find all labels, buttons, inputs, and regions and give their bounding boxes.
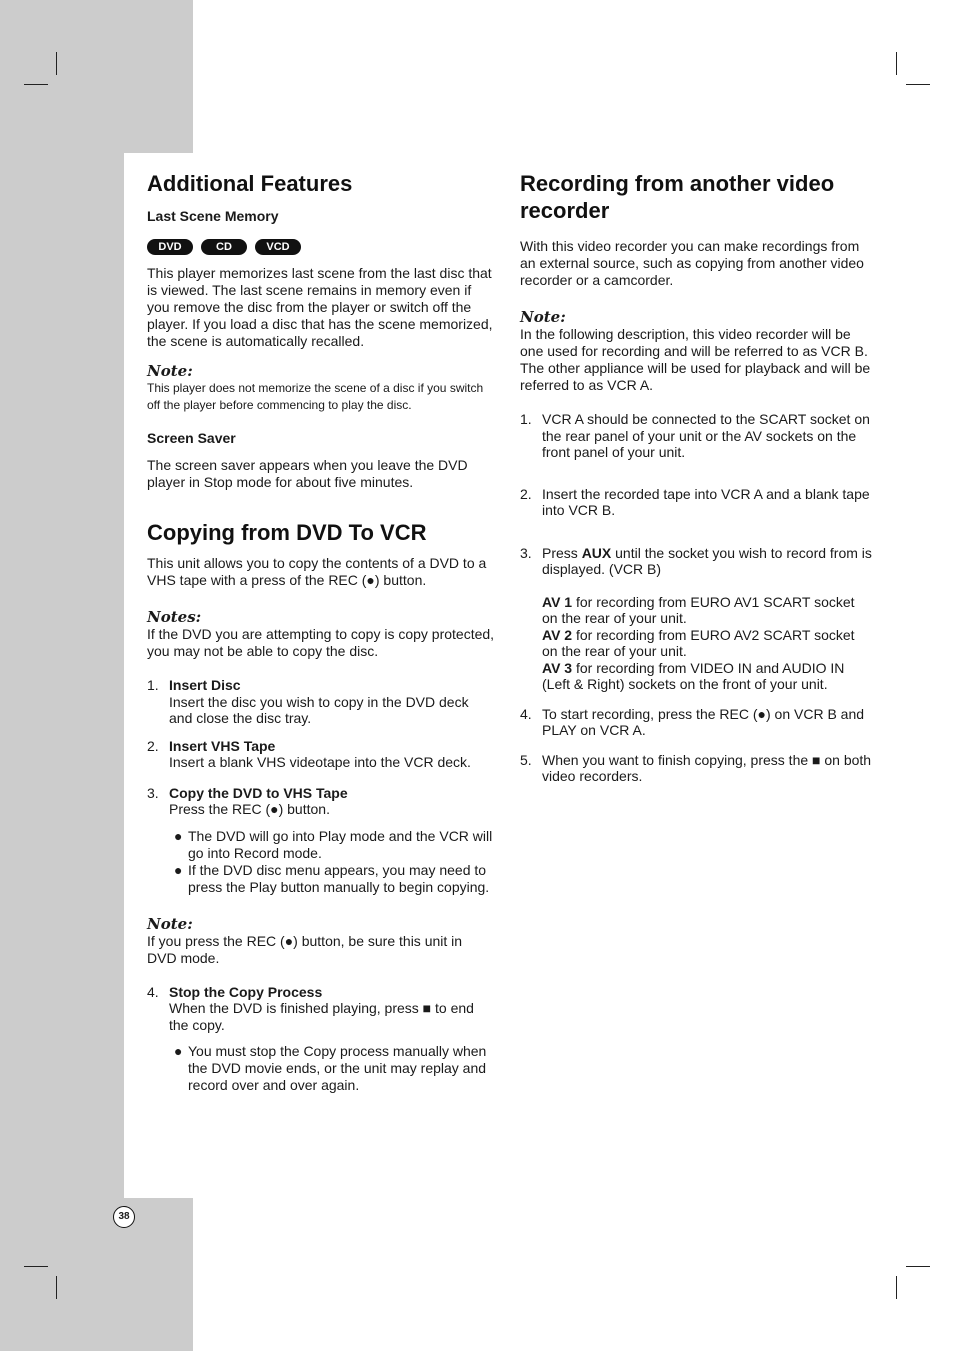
- note-title: Note:: [147, 914, 193, 933]
- crop-mark: [906, 1266, 930, 1267]
- step-number: 2.: [520, 485, 532, 502]
- step-finish-copying: [520, 752, 872, 785]
- step-title: Insert Disc: [169, 677, 241, 693]
- bullet-dot: ●: [174, 1043, 183, 1059]
- step-number: 2.: [147, 737, 159, 754]
- screen-saver-heading: Screen Saver: [147, 430, 236, 446]
- av3-line: AV 3 for recording from VIDEO IN and AUDIO IN (Left & Right) sockets on the front of your unit.: [542, 659, 845, 692]
- step-connect-vcr: [520, 411, 872, 461]
- step-press-aux: [520, 545, 872, 693]
- disc-badges: [147, 239, 495, 255]
- crop-mark: [906, 84, 930, 85]
- step-number: 4.: [147, 983, 159, 1000]
- crop-mark: [24, 1266, 48, 1267]
- step-text: Press the REC (●) button.: [169, 801, 330, 817]
- bottom-gray-block: [0, 1198, 193, 1351]
- step-title: Insert VHS Tape: [169, 737, 276, 754]
- step-number: 3.: [147, 784, 159, 801]
- notes-text: If the DVD you are attempting to copy is copy protected, you may not be able to copy the disc.: [147, 626, 495, 659]
- last-scene-heading: Last Scene Memory: [147, 208, 279, 224]
- step-copy-dvd: [147, 785, 495, 818]
- crop-mark: [56, 52, 57, 75]
- step-text: Insert the disc you wish to copy in the DVD deck and close the disc tray.: [169, 693, 469, 726]
- bullet-dot: ●: [174, 861, 183, 878]
- step-text: VCR A should be connected to the SCART socket on the rear panel of your unit or the AV sockets on the front panel of your unit.: [542, 411, 870, 460]
- additional-features-title: Additional Features: [147, 171, 353, 196]
- badge-vcd: VCD: [255, 239, 301, 255]
- crop-mark: [24, 84, 48, 85]
- step-number: 4.: [520, 705, 532, 722]
- step-title: Copy the DVD to VHS Tape: [169, 784, 348, 801]
- step-insert-vhs: [147, 738, 495, 771]
- top-gray-block: [0, 0, 193, 153]
- crop-mark: [56, 1276, 57, 1299]
- page-number: 38: [113, 1206, 135, 1228]
- left-margin-band: [0, 0, 124, 1351]
- step-text: To start recording, press the REC (●) on VCR B and PLAY on VCR A.: [542, 705, 865, 738]
- crop-mark: [896, 52, 897, 75]
- step-text: Press AUX until the socket you wish to record from is displayed. (VCR B): [542, 544, 872, 577]
- step-number: 1.: [147, 677, 159, 693]
- step-text: Insert a blank VHS videotape into the VCR deck.: [169, 754, 471, 770]
- note-title: Note:: [520, 308, 566, 326]
- step-insert-tapes: [520, 486, 872, 519]
- note-text: In the following description, this video recorder will be one used for recording and will be referred to as VCR B. The other appliance will be used for playback and will be referred to as VCR A.: [520, 326, 871, 393]
- step-text: Insert the recorded tape into VCR A and a blank tape into VCR B.: [542, 485, 870, 518]
- list-item: ● The DVD will go into Play mode and the VCR will go into Record mode.: [174, 827, 493, 861]
- bullet-dot: ●: [174, 827, 183, 844]
- note-text: This player does not memorize the scene of a disc if you switch off the player before commencing to play the disc.: [147, 381, 484, 412]
- step-text: When the DVD is finished playing, press ■ to end the copy.: [169, 1000, 474, 1033]
- note-title: Note:: [147, 362, 193, 380]
- step-number: 3.: [520, 544, 532, 561]
- notes-title: Notes:: [147, 608, 202, 626]
- step-number: 5.: [520, 751, 532, 768]
- left-column: [147, 170, 495, 1094]
- copying-intro: This unit allows you to copy the contents of a DVD to a VHS tape with a press of the REC (●) button.: [147, 555, 487, 588]
- last-scene-text: This player memorizes last scene from the last disc that is viewed. The last scene remains in memory even if you remove the disc from the player or switch off the player. If you load a disc that has the scene memorized, the scene is automatically recalled.: [147, 265, 493, 349]
- av2-line: AV 2 for recording from EURO AV2 SCART socket on the rear of your unit.: [542, 626, 855, 659]
- step-insert-disc: [147, 677, 495, 727]
- step-start-recording: [520, 706, 872, 739]
- badge-cd: CD: [201, 239, 247, 255]
- recording-intro: With this video recorder you can make recordings from an external source, such as copying from another video recorder or a camcorder.: [520, 238, 864, 288]
- list-item: ● If the DVD disc menu appears, you may need to press the Play button manually to begin copying.: [174, 861, 490, 895]
- crop-mark: [896, 1276, 897, 1299]
- aux-label: AUX: [581, 544, 612, 561]
- copying-title: Copying from DVD To VCR: [147, 520, 427, 545]
- badge-dvd: DVD: [147, 239, 193, 255]
- recording-title: Recording from another video recorder: [520, 171, 835, 223]
- right-column: [520, 170, 872, 785]
- step-stop-copy: [147, 984, 495, 1034]
- av1-line: AV 1 for recording from EURO AV1 SCART socket on the rear of your unit.: [542, 593, 855, 626]
- step-number: 1.: [520, 411, 532, 427]
- screen-saver-text: The screen saver appears when you leave the DVD player in Stop mode for about five minutes.: [147, 457, 468, 490]
- step-title: Stop the Copy Process: [169, 983, 323, 1000]
- step-text: When you want to finish copying, press the ■ on both video recorders.: [542, 751, 872, 784]
- note-text: If you press the REC (●) button, be sure this unit in DVD mode.: [147, 932, 463, 966]
- list-item: ● You must stop the Copy process manually when the DVD movie ends, or the unit may replay and record over and over again.: [174, 1043, 487, 1093]
